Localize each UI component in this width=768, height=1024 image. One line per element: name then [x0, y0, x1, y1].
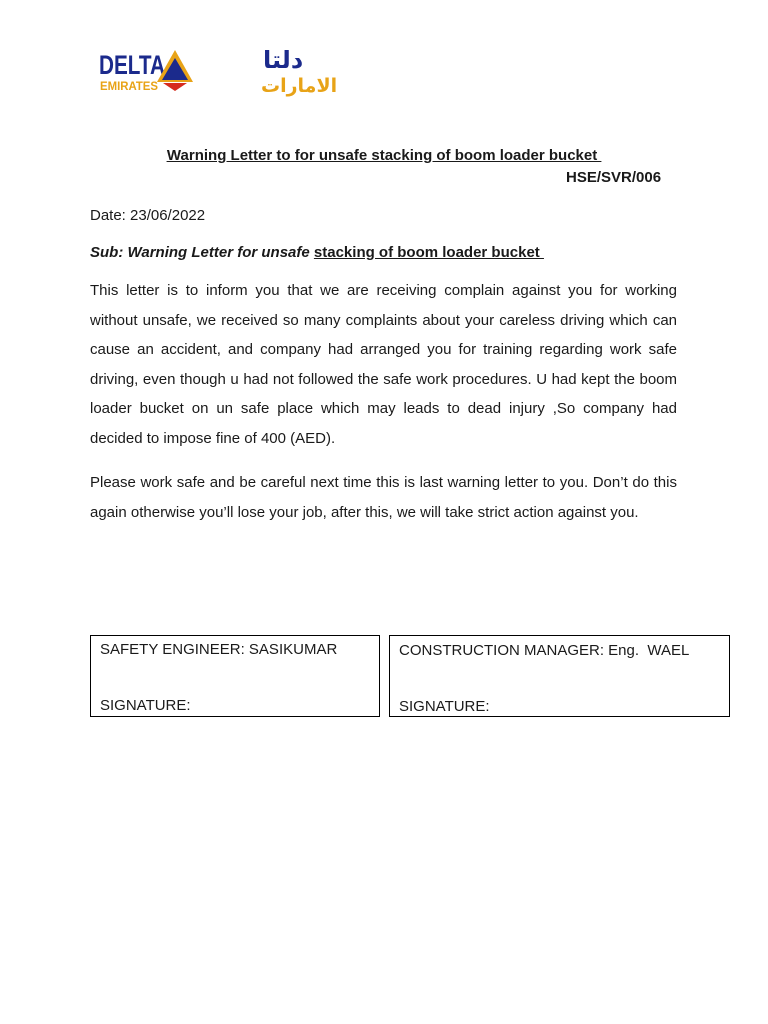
letter-title-row [0, 130, 768, 164]
letter-date: Date: 23/06/2022 [90, 207, 206, 224]
signature-box-construction-manager [389, 635, 730, 717]
subject-prefix: Sub: Warning Letter for unsafe [90, 244, 314, 261]
signature-box-safety-engineer [90, 635, 380, 717]
logo-arabic-bottom: الامارات [261, 75, 338, 97]
logo-latin-top: DELTA [99, 50, 165, 80]
signatory-role: SAFETY ENGINEER: SASIKUMAR [100, 641, 338, 658]
signature-label: SIGNATURE: [399, 698, 490, 715]
body-paragraph-1: This letter is to inform you that we are receiving complain against you for working without unsafe, we received so many complaints about your careless driving which can cause an accident, and company had arranged you for training regarding work safe driving, even though u had not followed the safe work procedures. U had kept the boom loader bucket on un safe place which may leads to dead injury ,So company had decided to impose fine of 400 (AED). [90, 282, 677, 447]
subject-topic: stacking of boom loader bucket [313, 244, 544, 261]
company-logo [98, 44, 338, 98]
body-paragraph-2: Please work safe and be careful next time this is last warning letter to you. Don’t do this again otherwise you’ll lose your job, after this, we will take strict action against you. [90, 474, 677, 521]
logo-latin-bottom: EMIRATES [100, 79, 158, 93]
subject-line [90, 244, 544, 261]
signature-label: SIGNATURE: [100, 697, 191, 714]
logo-arabic-top: دلتا [263, 46, 304, 74]
logo-red-wedge-icon [163, 83, 187, 91]
signatory-role: CONSTRUCTION MANAGER: Eng. WAEL [399, 642, 690, 659]
letter-title: Warning Letter to for unsafe stacking of boom loader bucket [166, 147, 602, 164]
reference-number: HSE/SVR/006 [566, 169, 662, 186]
